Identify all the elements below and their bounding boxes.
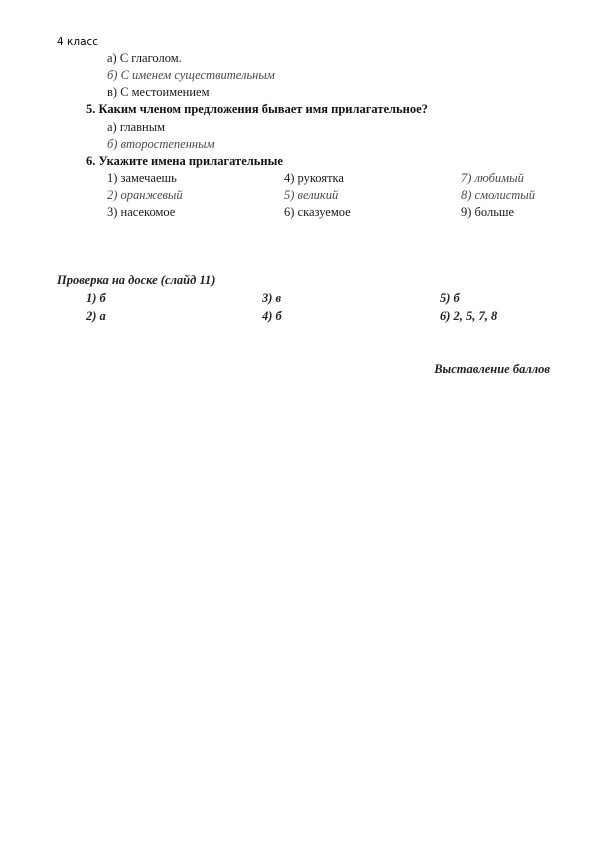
- q6-option-8: 8) смолистый: [461, 188, 535, 202]
- q6-title: 6. Укажите имена прилагательные: [86, 154, 283, 168]
- check-title: Проверка на доске (слайд 11): [57, 273, 216, 287]
- answer-2: 2) а: [86, 309, 106, 323]
- answer-5: 5) б: [440, 291, 460, 305]
- q6-option-7: 7) любимый: [461, 171, 524, 185]
- q4-option-b: б) С именем существительным: [107, 68, 275, 82]
- answer-4: 4) б: [262, 309, 282, 323]
- grade-header: 4 класс: [57, 36, 99, 48]
- q6-option-9: 9) больше: [461, 205, 515, 219]
- answer-3: 3) в: [262, 291, 282, 305]
- q6-option-6: 6) сказуемое: [284, 205, 351, 219]
- q5-title: 5. Каким членом предложения бывает имя прилагательное?: [86, 102, 428, 116]
- answer-1: 1) б: [86, 291, 106, 305]
- q6-option-3: 3) насекомое: [107, 205, 176, 219]
- q4-option-a: а) С глаголом.: [107, 51, 182, 65]
- q6-option-4: 4) рукоятка: [284, 171, 344, 185]
- q6-option-2: 2) оранжевый: [107, 188, 183, 202]
- q4-option-c: в) С местоимением: [107, 85, 210, 99]
- answer-6: 6) 2, 5, 7, 8: [440, 309, 498, 323]
- q6-option-1: 1) замечаешь: [107, 171, 177, 185]
- q5-option-b: б) второстепенным: [107, 137, 215, 151]
- scoring-label: Выставление баллов: [434, 362, 550, 376]
- q5-option-a: а) главным: [107, 120, 166, 134]
- q6-option-5: 5) великий: [284, 188, 339, 202]
